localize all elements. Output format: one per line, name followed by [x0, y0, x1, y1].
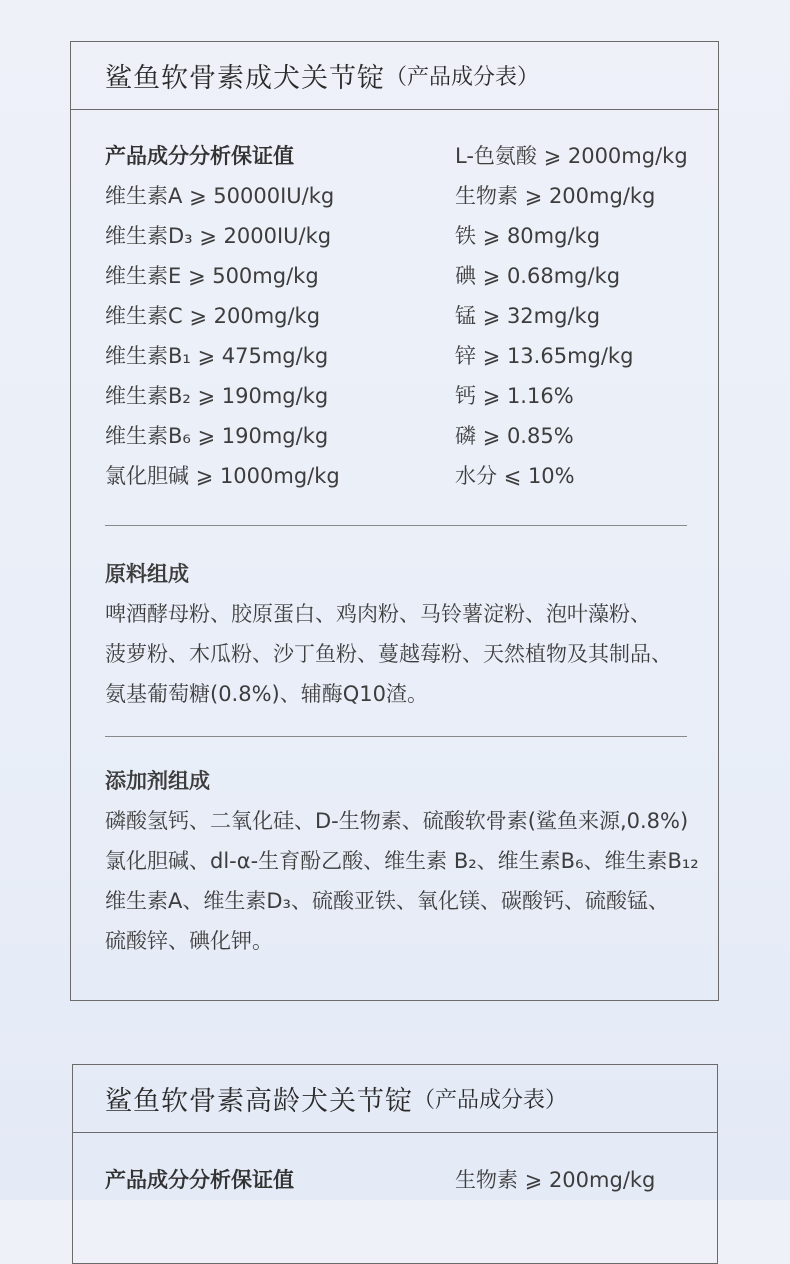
nutrient-item: 锰 ⩾ 32mg/kg: [455, 304, 601, 328]
nutrient-item: 氯化胆碱 ⩾ 1000mg/kg: [105, 464, 340, 488]
nutrient-item: 维生素D₃ ⩾ 2000IU/kg: [105, 224, 332, 248]
nutrient-item: 生物素 ⩾ 200mg/kg: [455, 184, 656, 208]
card-subtitle: （产品成分表）: [385, 65, 540, 90]
analysis-section: [105, 1160, 717, 1200]
additives-heading: 添加剂组成: [105, 769, 210, 793]
nutrient-item: 维生素B₁ ⩾ 475mg/kg: [105, 344, 329, 368]
section-divider: [105, 736, 687, 737]
analysis-right-column: [455, 1160, 655, 1200]
analysis-left-column: [105, 1160, 294, 1200]
analysis-heading: 产品成分分析保证值: [105, 144, 294, 168]
nutrient-item: 维生素C ⩾ 200mg/kg: [105, 304, 321, 328]
nutrient-item: 碘 ⩾ 0.68mg/kg: [455, 264, 621, 288]
nutrient-item: 锌 ⩾ 13.65mg/kg: [455, 344, 634, 368]
additives-line: 硫酸锌、碘化钾。: [105, 929, 273, 953]
card-title: 鲨鱼软骨素高龄犬关节锭: [105, 1086, 413, 1117]
card-header: [73, 1065, 717, 1133]
raw-materials-heading: 原料组成: [105, 562, 189, 586]
nutrient-item: 钙 ⩾ 1.16%: [455, 384, 574, 408]
nutrient-item: 维生素E ⩾ 500mg/kg: [105, 264, 319, 288]
raw-materials-section: [105, 554, 672, 714]
analysis-right-column: [455, 136, 688, 496]
raw-materials-line: 菠萝粉、木瓜粉、沙丁鱼粉、蔓越莓粉、天然植物及其制品、: [105, 642, 672, 666]
card-subtitle: （产品成分表）: [413, 1088, 568, 1113]
analysis-section: [105, 136, 718, 496]
nutrient-item: 维生素B₆ ⩾ 190mg/kg: [105, 424, 329, 448]
nutrient-item: 铁 ⩾ 80mg/kg: [455, 224, 601, 248]
nutrient-item: L-色氨酸 ⩾ 2000mg/kg: [455, 144, 688, 168]
additives-section: [105, 761, 699, 961]
additives-line: 磷酸氢钙、二氧化硅、D-生物素、硫酸软骨素(鲨鱼来源,0.8%): [105, 809, 689, 833]
analysis-heading: 产品成分分析保证值: [105, 1168, 294, 1192]
analysis-left-column: [105, 136, 340, 496]
section-divider: [105, 525, 687, 526]
nutrient-item: 维生素A ⩾ 50000IU/kg: [105, 184, 335, 208]
card-title: 鲨鱼软骨素成犬关节锭: [105, 63, 385, 94]
nutrient-item: 磷 ⩾ 0.85%: [455, 424, 574, 448]
nutrient-item: 水分 ⩽ 10%: [455, 464, 575, 488]
raw-materials-line: 氨基葡萄糖(0.8%)、辅酶Q10渣。: [105, 682, 428, 706]
raw-materials-line: 啤酒酵母粉、胶原蛋白、鸡肉粉、马铃薯淀粉、泡叶藻粉、: [105, 602, 651, 626]
nutrient-item: 维生素B₂ ⩾ 190mg/kg: [105, 384, 329, 408]
additives-line: 维生素A、维生素D₃、硫酸亚铁、氧化镁、碳酸钙、硫酸锰、: [105, 889, 669, 913]
additives-line: 氯化胆碱、dl-α-生育酚乙酸、维生素 B₂、维生素B₆、维生素B₁₂: [105, 849, 699, 873]
card-header: [71, 42, 718, 110]
nutrient-item: 生物素 ⩾ 200mg/kg: [455, 1168, 656, 1192]
product-card-adult: [70, 41, 719, 1001]
product-card-senior: [72, 1064, 718, 1264]
